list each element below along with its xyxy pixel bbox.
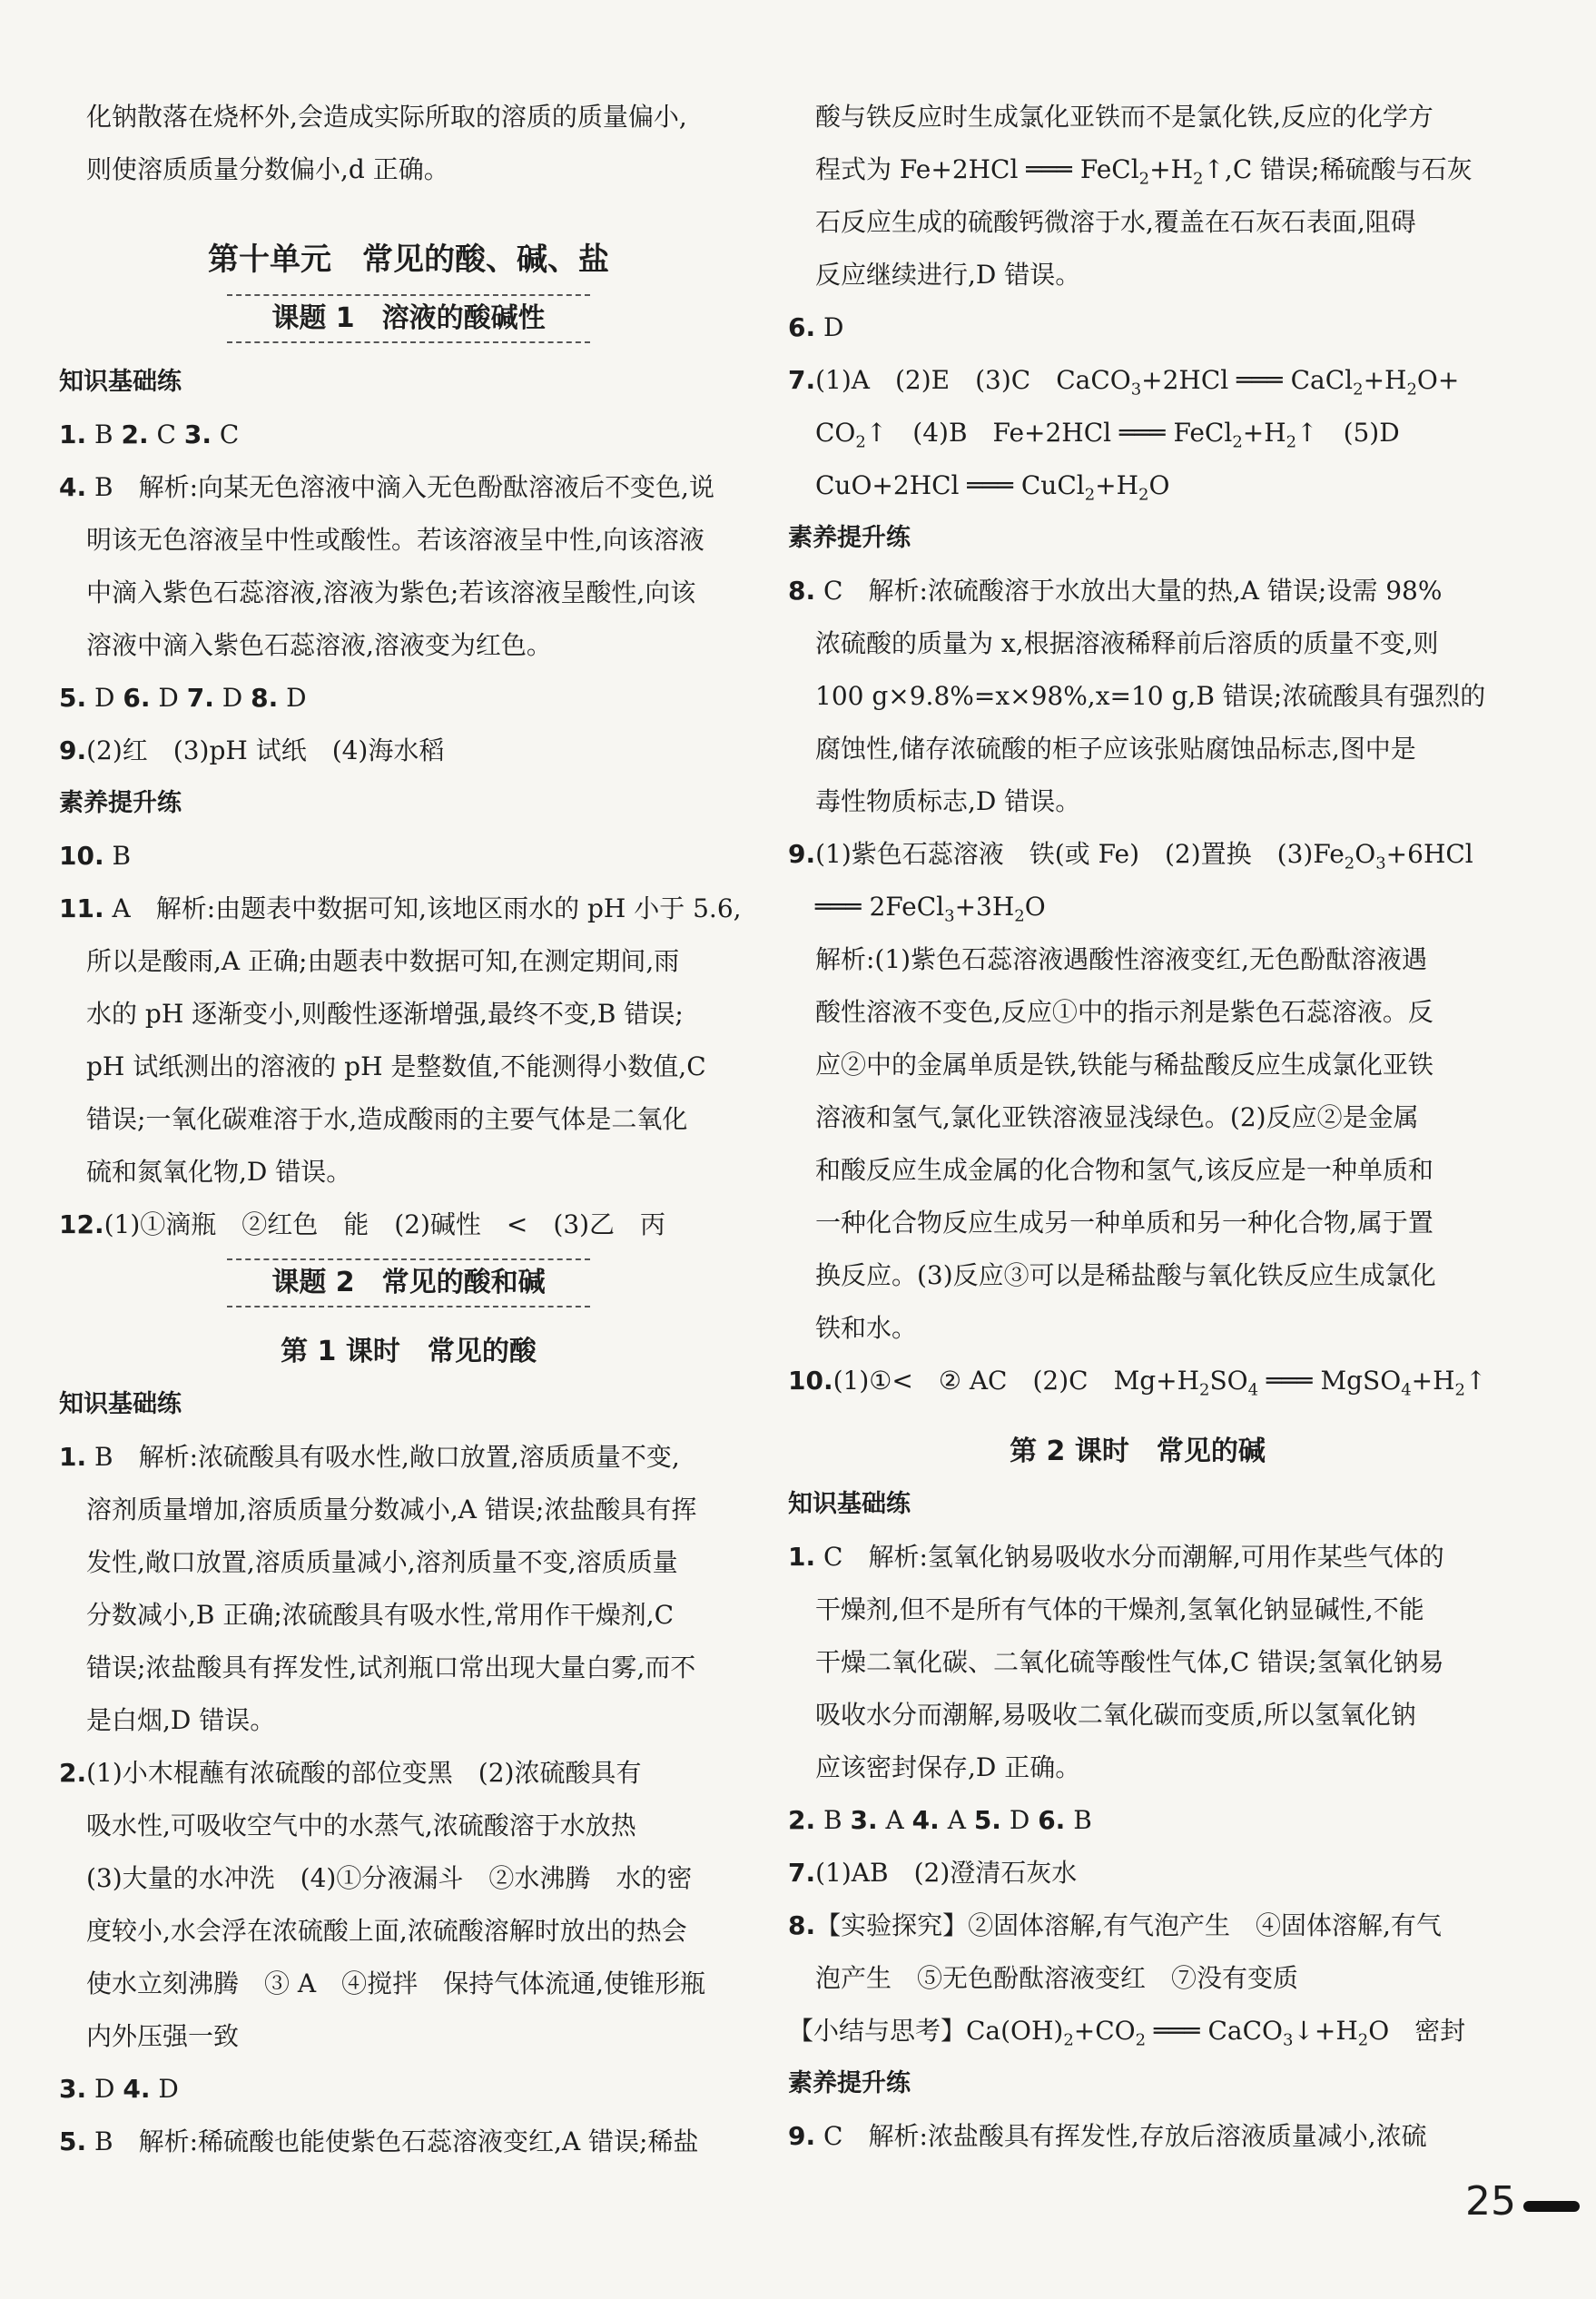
answer-line: 1. C 解析:氢氧化钠易吸收水分而潮解,可用作某些气体的: [788, 1542, 1444, 1572]
text-line: 反应继续进行,D 错误。: [815, 260, 1081, 290]
page-number: 25: [1465, 2178, 1516, 2225]
answer-line: 10.(1)①< ② AC (2)C $Mg+H_2SO_4$ ═══ $MgSO_4+H_2↑$: [788, 1366, 1487, 1400]
text-line: 是白烟,D 错误。: [86, 1705, 276, 1735]
text-line: 则使溶质质量分数偏小,d 正确。: [86, 154, 449, 184]
text-line: 明该无色溶液呈中性或酸性。若该溶液呈中性,向该溶液: [86, 525, 704, 555]
text-line: 一种化合物反应生成另一种单质和另一种化合物,属于置: [815, 1208, 1433, 1238]
text-line: 浓硫酸的质量为 x,根据溶液稀释前后溶质的质量不变,则: [815, 628, 1439, 658]
text-line: 吸收水分而潮解,易吸收二氧化碳而变质,所以氢氧化钠: [815, 1700, 1416, 1730]
text-line: 发性,敞口放置,溶质质量减小,溶剂质量不变,溶质质量: [86, 1547, 678, 1577]
text-line: 干燥剂,但不是所有气体的干燥剂,氢氧化钠显碱性,不能: [815, 1594, 1424, 1624]
section-heading: 素养提升练: [788, 524, 911, 552]
text-line: 化钠散落在烧杯外,会造成实际所取的溶质的质量偏小,: [86, 102, 687, 132]
text-line: 腐蚀性,储存浓硫酸的柜子应该张贴腐蚀品标志,图中是: [815, 734, 1416, 764]
text-line: 度较小,水会浮在浓硫酸上面,浓硫酸溶解时放出的热会: [86, 1916, 687, 1946]
text-line: 中滴入紫色石蕊溶液,溶液为紫色;若该溶液呈酸性,向该: [86, 577, 696, 607]
text-line: 内外压强一致: [86, 2021, 240, 2051]
answer-line: 1. B 解析:浓硫酸具有吸水性,敞口放置,溶质质量不变,: [59, 1442, 680, 1472]
text-line: $CO_2↑$ (4)B Fe+2HCl ═══ $FeCl_2+H_2↑$ (5)D: [815, 418, 1400, 452]
answer-line: 8.【实验探究】②固体溶解,有气泡产生 ④固体溶解,有气: [788, 1910, 1442, 1940]
text-line: ═══ $2FeCl_3+3H_2O$: [815, 892, 1046, 926]
text-line: 溶液和氢气,氯化亚铁溶液显浅绿色。(2)反应②是金属: [815, 1102, 1419, 1132]
text-line: 分数减小,B 正确;浓硫酸具有吸水性,常用作干燥剂,C: [86, 1600, 675, 1630]
text-line: 溶液中滴入紫色石蕊溶液,溶液变为红色。: [86, 630, 552, 660]
answer-line: 11. A 解析:由题表中数据可知,该地区雨水的 pH 小于 5.6,: [59, 893, 742, 923]
text-line: 解析:(1)紫色石蕊溶液遇酸性溶液变红,无色酚酞溶液遇: [815, 944, 1427, 974]
text-line: 石反应生成的硫酸钙微溶于水,覆盖在石灰石表面,阻碍: [815, 207, 1416, 237]
text-line: 铁和水。: [815, 1313, 918, 1343]
text-line: 酸性溶液不变色,反应①中的指示剂是紫色石蕊溶液。反: [815, 997, 1433, 1027]
answer-line: 10. B: [59, 841, 132, 871]
section-heading: 知识基础练: [59, 368, 182, 396]
text-line: 应该密封保存,D 正确。: [815, 1752, 1081, 1782]
unit-title: 第十单元 常见的酸、碱、盐: [208, 242, 609, 278]
answer-line: 5. B 解析:稀硫酸也能使紫色石蕊溶液变红,A 错误;稀盐: [59, 2126, 699, 2156]
section-heading: 知识基础练: [59, 1390, 182, 1418]
text-line: 换反应。(3)反应③可以是稀盐酸与氧化铁反应生成氯化: [815, 1260, 1436, 1290]
text-line: pH 试纸测出的溶液的 pH 是整数值,不能测得小数值,C: [86, 1051, 706, 1081]
section-heading: 知识基础练: [788, 1490, 911, 1518]
text-line: 应②中的金属单质是铁,铁能与稀盐酸反应生成氯化亚铁: [815, 1050, 1433, 1080]
text-line: 干燥二氧化碳、二氧化硫等酸性气体,C 错误;氢氧化钠易: [815, 1647, 1444, 1677]
answer-line: 7.(1)AB (2)澄清石灰水: [788, 1858, 1078, 1888]
left-column: [59, 91, 758, 2168]
answer-line: 4. B 解析:向某无色溶液中滴入无色酚酞溶液后不变色,说: [59, 472, 714, 502]
answer-line: 7.(1)A (2)E (3)C CaCO$_3$+2HCl ═══ $CaCl_2+H_2O+$: [788, 365, 1460, 400]
text-line: CuO+2HCl ═══ $CuCl_2+H_2O$: [815, 470, 1170, 505]
page-number-bar: [1523, 2201, 1580, 2212]
text-line: 使水立刻沸腾 ③ A ④搅拌 保持气体流通,使锥形瓶: [86, 1968, 706, 1998]
text-line: 溶剂质量增加,溶质质量分数减小,A 错误;浓盐酸具有挥: [86, 1495, 697, 1524]
answer-line: 8. C 解析:浓硫酸溶于水放出大量的热,A 错误;设需 98%: [788, 576, 1443, 606]
lesson-title: 课题 1 溶液的酸碱性: [227, 294, 590, 343]
section-heading: 素养提升练: [59, 789, 182, 817]
text-line: 吸水性,可吸收空气中的水蒸气,浓硫酸溶于水放热: [86, 1811, 636, 1840]
answer-line: 9.(1)紫色石蕊溶液 铁(或 Fe) (2)置换 $(3)Fe_2O_3+6HCl$: [788, 839, 1473, 873]
text-line: 所以是酸雨,A 正确;由题表中数据可知,在测定期间,雨: [86, 946, 680, 976]
right-column: [788, 91, 1487, 2163]
answer-line: 5. D 6. D 7. D 8. D: [59, 683, 307, 713]
text-line: 和酸反应生成金属的化合物和氢气,该反应是一种单质和: [815, 1155, 1433, 1185]
answer-line: 9.(2)红 (3)pH 试纸 (4)海水稻: [59, 735, 445, 765]
text-line: 水的 pH 逐渐变小,则酸性逐渐增强,最终不变,B 错误;: [86, 999, 684, 1029]
text-line: 酸与铁反应时生成氯化亚铁而不是氯化铁,反应的化学方: [815, 102, 1433, 132]
text-line: 程式为 Fe+2HCl ═══ $FeCl_2+H_2↑,C$ 错误;稀硫酸与石灰: [815, 154, 1473, 189]
text-line: 硫和氮氧化物,D 错误。: [86, 1157, 352, 1187]
text-line: 错误;浓盐酸具有挥发性,试剂瓶口常出现大量白雾,而不: [86, 1653, 696, 1682]
answer-line: 2.(1)小木棍蘸有浓硫酸的部位变黑 (2)浓硫酸具有: [59, 1758, 642, 1788]
answer-line: 9. C 解析:浓盐酸具有挥发性,存放后溶液质量减小,浓硫: [788, 2121, 1427, 2151]
text-line: 100 g×9.8%=x×98%,x=10 g,B 错误;浓硫酸具有强烈的: [815, 681, 1486, 711]
answer-line: 6. D: [788, 312, 844, 342]
text-line: 【小结与思考】$Ca(OH)_2+CO_2$ ═══ $CaCO_3↓+H_2O$ 密封: [788, 2016, 1466, 2050]
period-title: 第 1 课时 常见的酸: [281, 1336, 537, 1367]
answer-line: 2. B 3. A 4. A 5. D 6. B: [788, 1805, 1092, 1835]
text-line: 毒性物质标志,D 错误。: [815, 786, 1081, 816]
text-line: 错误;一氧化碳难溶于水,造成酸雨的主要气体是二氧化: [86, 1104, 688, 1134]
text-line: 泡产生 ⑤无色酚酞溶液变红 ⑦没有变质: [815, 1963, 1299, 1993]
answer-line: 12.(1)①滴瓶 ②红色 能 (2)碱性 < (3)乙 丙: [59, 1209, 666, 1239]
lesson-title: 课题 2 常见的酸和碱: [227, 1258, 590, 1307]
answer-line: 3. D 4. D: [59, 2074, 179, 2104]
text-line: (3)大量的水冲洗 (4)①分液漏斗 ②水沸腾 水的密: [86, 1863, 693, 1893]
answer-line: 1. B 2. C 3. C: [59, 419, 240, 449]
section-heading: 素养提升练: [788, 2069, 911, 2097]
period-title: 第 2 课时 常见的碱: [1010, 1436, 1266, 1467]
